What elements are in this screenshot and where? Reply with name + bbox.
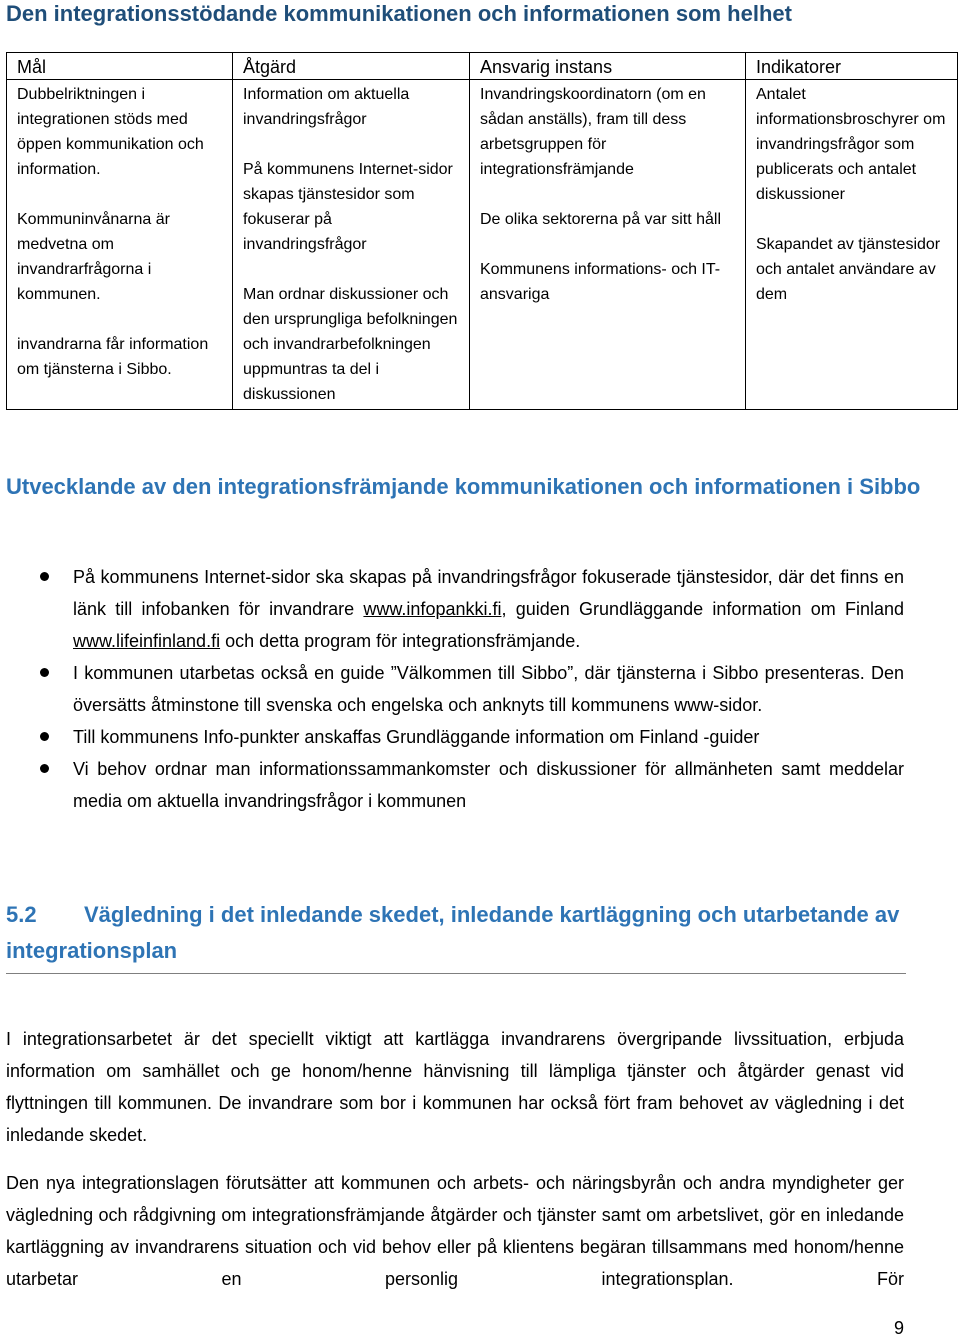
cell-atgard bbox=[233, 80, 470, 410]
bullet-text: Till kommunens Info-punkter anskaffas Grundläggande information om Finland -guider bbox=[73, 727, 760, 747]
bullet-icon bbox=[40, 764, 49, 773]
cell-paragraph: Kommunens informations- och IT-ansvariga bbox=[480, 261, 721, 303]
list-item bbox=[0, 753, 904, 817]
infopankki-link[interactable]: www.infopankki.fi bbox=[363, 599, 502, 619]
table-row bbox=[7, 80, 958, 410]
cell-paragraph: Skapandet av tjänstesidor och antalet användare av dem bbox=[756, 236, 941, 303]
cell-paragraph: På kommunens Internet-sidor skapas tjänstesidor som fokuserar på invandringsfrågor bbox=[243, 161, 453, 253]
column-header-atgard: Åtgärd bbox=[233, 53, 470, 80]
cell-paragraph: Man ordnar diskussioner och den ursprungliga befolkningen och invandrarbefolkningen uppmuntras ta del i diskussionen bbox=[243, 286, 458, 403]
page-number: 9 bbox=[893, 1318, 904, 1338]
chapter-title: Vägledning i det inledande skedet, inledande kartläggning och utarbetande av integrationsplan bbox=[6, 902, 900, 963]
cell-paragraph: Dubbelriktningen i integrationen stöds med öppen kommunikation och information. bbox=[17, 86, 204, 178]
column-header-mal: Mål bbox=[7, 53, 233, 80]
bullet-icon bbox=[40, 572, 49, 581]
column-header-ansvarig: Ansvarig instans bbox=[470, 53, 746, 80]
body-paragraph: I integrationsarbetet är det speciellt viktigt att kartlägga invandrarens övergripande livssituation, erbjuda information om samhället och ge honom/henne hänvisning till lämpliga tjänster och åtgärder genast vid flyttningen till kommunen. De invandrare som bor i kommunen har också fört fram behovet av vägledning i det inledande skedet. bbox=[6, 1029, 904, 1145]
list-item bbox=[0, 561, 904, 657]
cell-paragraph: Kommuninvånarna är medvetna om invandrarfrågorna i kommunen. bbox=[17, 211, 170, 303]
list-item bbox=[0, 657, 904, 721]
table-header-row bbox=[7, 53, 958, 80]
bullet-text: På kommunens Internet-sidor ska skapas på invandringsfrågor fokuserade tjänstesidor, där det finns en länk till infobanken för invandrare bbox=[73, 567, 904, 619]
section-title: Den integrationsstödande kommunikationen och informationen som helhet bbox=[6, 1, 792, 26]
cell-paragraph: Invandringskoordinatorn (om en sådan anställs), fram till dess arbetsgruppen för integrationsfrämjande bbox=[480, 86, 706, 178]
body-paragraph: Den nya integrationslagen förutsätter att kommunen och arbets- och näringsbyrån och andra myndigheter ger vägledning och rådgivning om integrationsfrämjande åtgärder och tjänster samt om arbetslivet, gör en inledande kartläggning av invandrarens situation och vid behov eller på klientens begäran tillsammans med honom/henne utarbetar en personlig integrationsplan. För bbox=[6, 1173, 904, 1289]
subsection-title: Utvecklande av den integrationsfrämjande kommunikationen och informationen i Sibbo bbox=[6, 474, 921, 499]
bullet-text: Vi behov ordnar man informationssammankomster och diskussioner för allmänheten samt meddelar media om aktuella invandringsfrågor i kommunen bbox=[73, 759, 904, 811]
chapter-heading bbox=[6, 897, 906, 974]
cell-ansvarig bbox=[470, 80, 746, 410]
cell-mal bbox=[7, 80, 233, 410]
bullet-icon bbox=[40, 732, 49, 741]
cell-paragraph: invandrarna får information om tjänsterna i Sibbo. bbox=[17, 336, 209, 378]
cell-paragraph: Information om aktuella invandringsfrågor bbox=[243, 86, 410, 128]
bullet-text: och detta program för integrationsfrämjande. bbox=[220, 631, 581, 651]
column-header-indikatorer: Indikatorer bbox=[746, 53, 958, 80]
chapter-number: 5.2 bbox=[6, 902, 37, 927]
cell-paragraph: De olika sektorerna på var sitt håll bbox=[480, 211, 721, 228]
list-item bbox=[0, 721, 904, 753]
bullet-text: , guiden Grundläggande information om Finland bbox=[501, 599, 904, 619]
integration-plan-table bbox=[6, 52, 958, 410]
bullet-icon bbox=[40, 668, 49, 677]
cell-indikatorer bbox=[746, 80, 958, 410]
cell-paragraph: Antalet informationsbroschyrer om invandringsfrågor som publicerats och antalet diskussioner bbox=[756, 86, 946, 203]
lifeinfinland-link[interactable]: www.lifeinfinland.fi bbox=[73, 631, 221, 651]
bullet-text: I kommunen utarbetas också en guide ”Välkommen till Sibbo”, där tjänsterna i Sibbo presenteras. Den översätts åtminstone till svenska och engelska och anknyts till kommunens www-sidor. bbox=[73, 663, 904, 715]
bullet-list bbox=[0, 561, 904, 817]
